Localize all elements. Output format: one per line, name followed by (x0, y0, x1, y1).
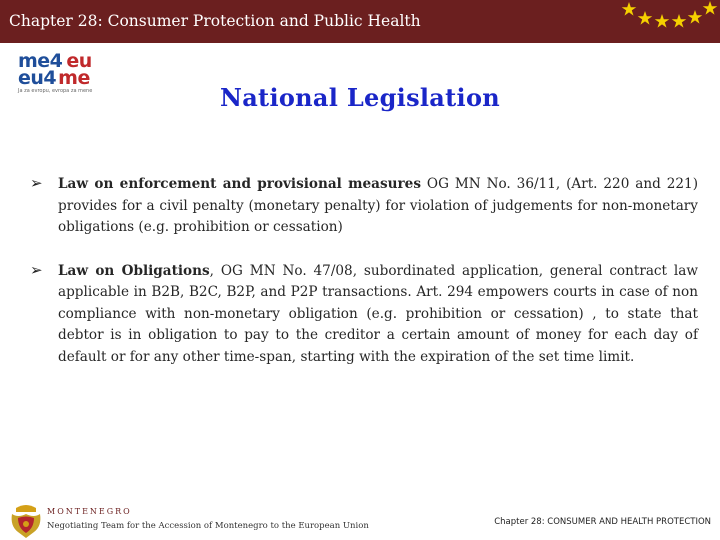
logo-tagline: Ja za evropu, evropa za mene (18, 88, 93, 94)
arrow-bullet-icon: ➢ (30, 174, 43, 192)
footer-chapter: Chapter 28: CONSUMER AND HEALTH PROTECTION (494, 517, 711, 527)
bullet-list (30, 174, 698, 390)
bullet-text: , OG MN No. 47/08, subordinated application, general contract law applicable in B2B, B2C, B2P, and P2P transactions. Art. 294 empowers courts in case of non compliance with non-monetary obligation (e.g. prohibition or cessation) , to state that debtor is in obligation to pay to the creditor a certain amount of money for each day of default or for any other time-span, starting with the expiration of the set time limit. (58, 262, 698, 365)
montenegro-crest-icon (8, 502, 44, 540)
footer-montenegro: MONTENEGRO (47, 507, 132, 516)
star-icon (655, 14, 670, 28)
star-icon (622, 2, 637, 16)
bullet-bold-text: Law on Obligations (58, 262, 210, 279)
eu-stars-icon (618, 0, 720, 36)
logo-text: me (58, 67, 90, 89)
star-icon (688, 10, 703, 24)
logo-text: eu4 (18, 67, 57, 89)
bullet-text: OG MN No. 36/11, (Art. 220 and 221) provides for a civil penalty (monetary penalty) for violation of judgements for non-monetary obligations (e.g. prohibition or cessation) (58, 176, 699, 235)
list-item (30, 261, 698, 369)
footer-team: Negotiating Team for the Accession of Montenegro to the European Union (47, 521, 369, 531)
logo-text: eu (66, 50, 92, 72)
header-title: Chapter 28: Consumer Protection and Public Health (9, 12, 421, 30)
header-bar (0, 0, 720, 43)
logo-text: me4 (18, 50, 63, 72)
bullet-bold-text: Law on enforcement and provisional measures (58, 176, 421, 192)
star-icon (703, 1, 718, 15)
arrow-bullet-icon: ➢ (30, 260, 43, 279)
list-item (30, 174, 698, 239)
slide-title: National Legislation (219, 83, 501, 112)
star-icon (672, 14, 687, 28)
star-icon (638, 11, 653, 25)
